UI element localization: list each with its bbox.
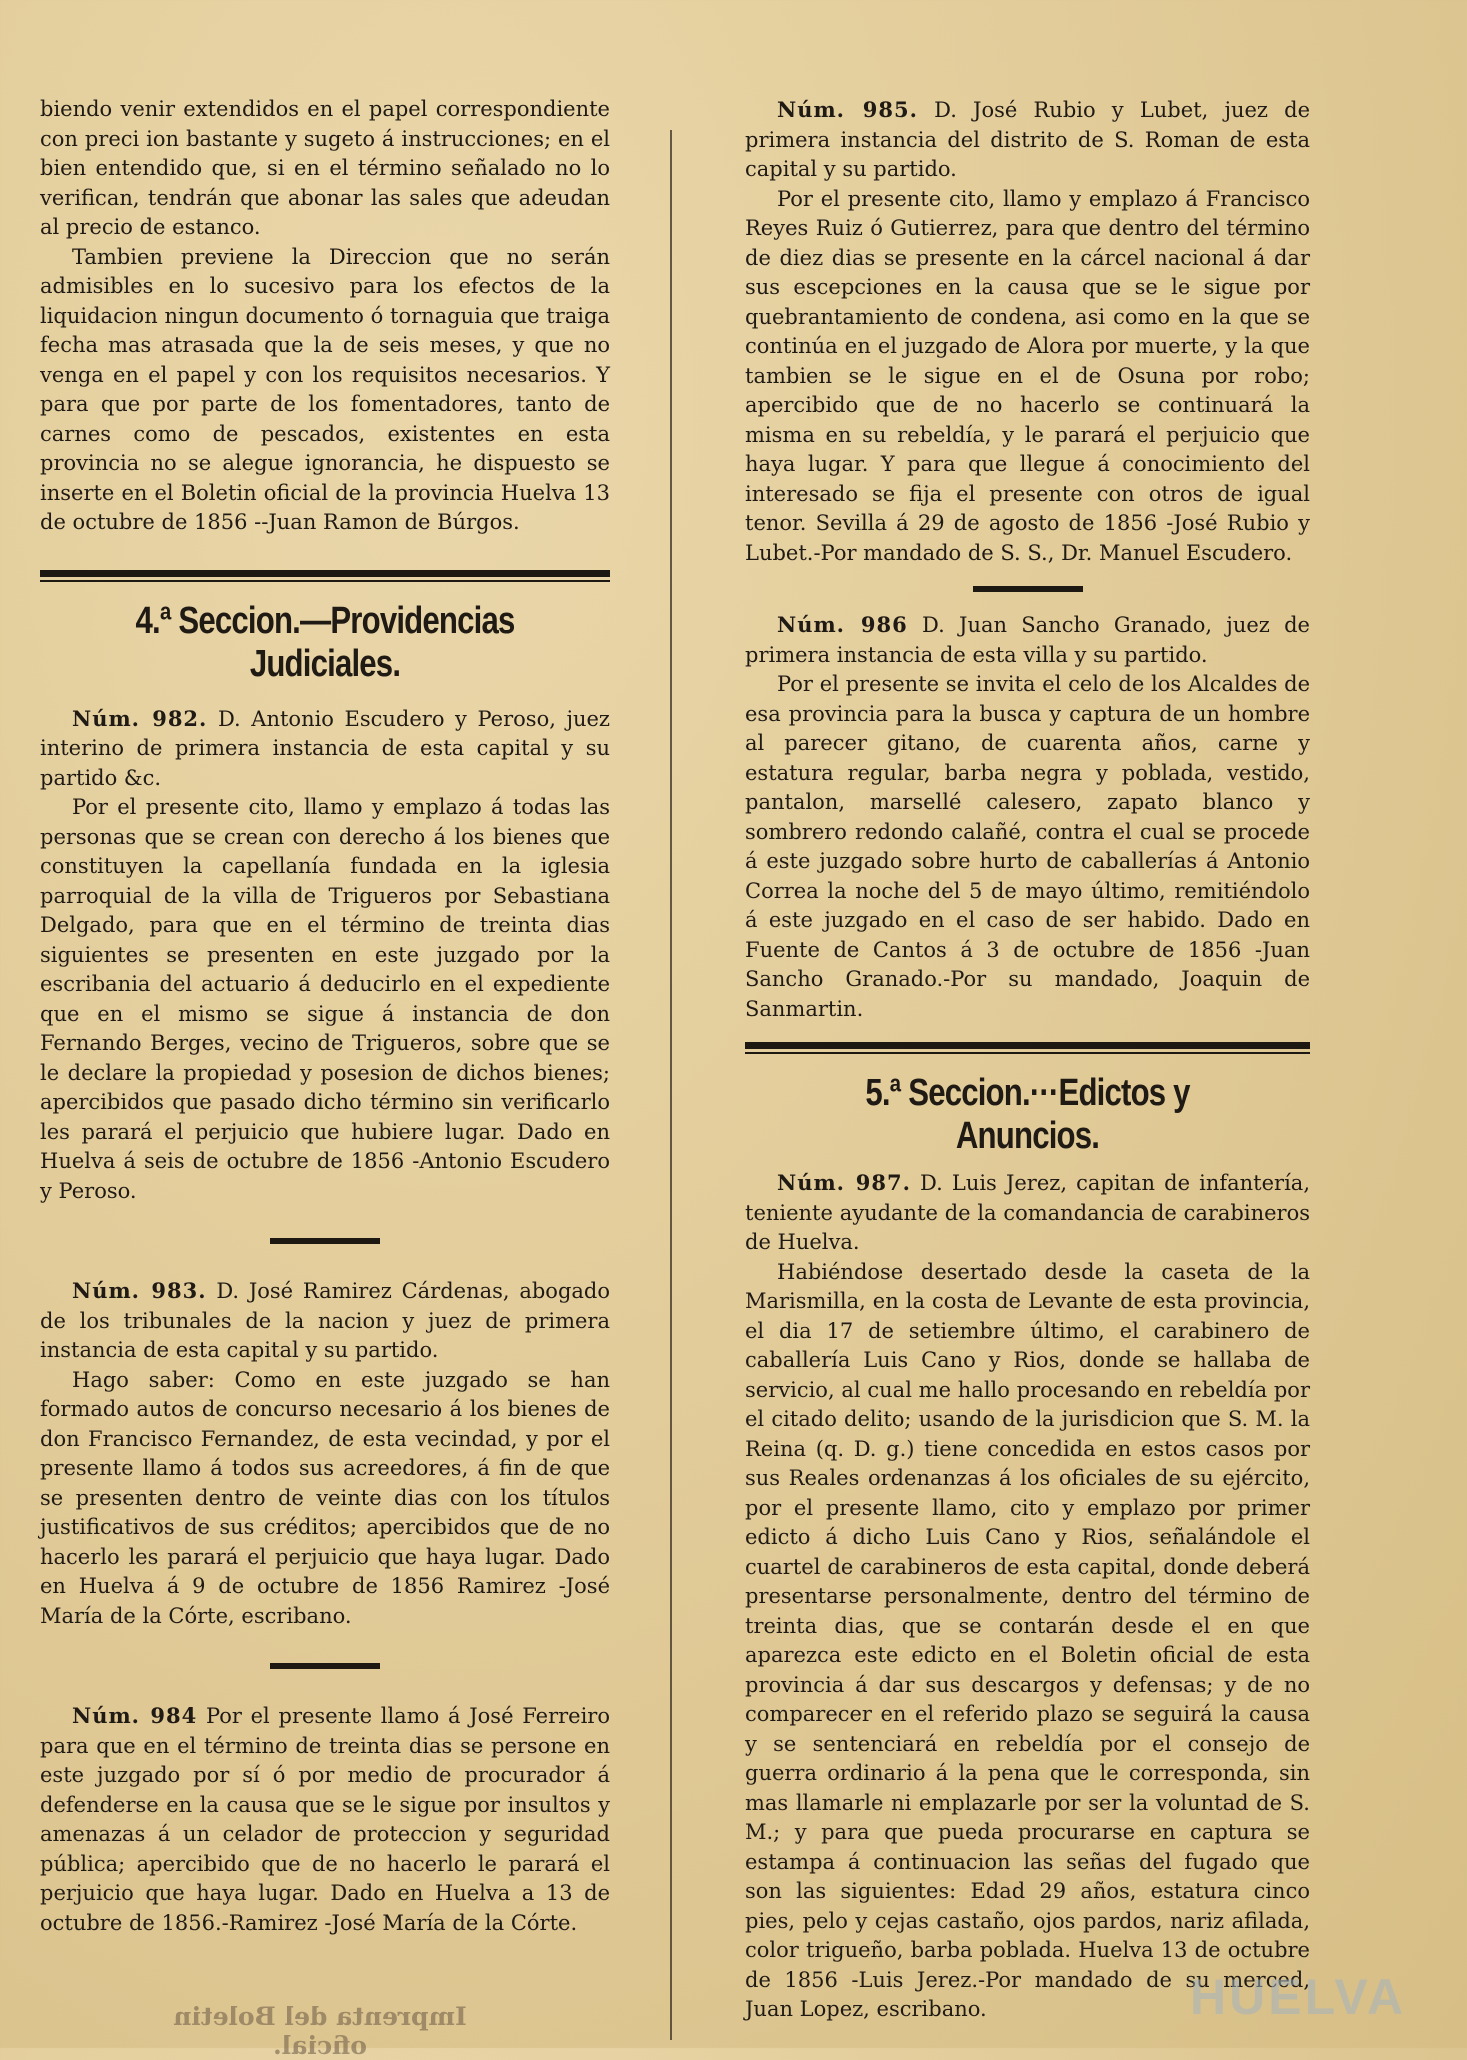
section-5-title: 5.ª Seccion.···Edictos y Anuncios.: [865, 1072, 1190, 1157]
mirrored-imprint: Imprenta del Boletin oficial.: [173, 2002, 467, 2060]
notice-982-body: Por el presente cito, llamo y emplazo á todas las personas que se crean con derecho á los bienes que constituyen la capellanía fundada en la iglesia parroquial de la villa de Trigueros por Sebastiana Delgado, para que en el término de treinta dias siguientes se presenten en este juzgado por la escribania del actuario á deducirlo en el expediente que en el mismo se sigue á instancia de don Fernando Berges, vecino de Trigueros, sobre que se le declare la propiedad y posesion de dichos bienes; apercibidos que pasado dicho término sin verificarlo les parará el perjuicio que hubiere lugar. Dado en Huelva á seis de octubre de 1856 -Antonio Escudero y Peroso.: [40, 795, 610, 1203]
notice-987-number: Núm. 987.: [777, 1170, 911, 1195]
notice-987: [745, 1168, 1310, 2025]
notice-987-body: Habiéndose desertado desde la caseta de la Marismilla, en la costa de Levante de esta provincia, el dia 17 de setiembre último, el carabinero de caballería Luis Cano y Rios, donde se hallaba de servicio, al cual me hallo procesando en rebeldía por el citado delito; usando de la jurisdicion que S. M. la Reina (q. D. g.) tiene concedida en estos casos por sus Reales ordenanzas á los oficiales de su ejército, por el presente llamo, cito y emplazo por primer edicto á dicho Luis Cano y Rios, señalándole el cuartel de carabineros de esta capital, donde deberá presentarse personalmente, dentro del término de treinta dias, que se contarán desde el en que aparezca este edicto en el Boletin oficial de esta provincia á dar sus descargos y defensas; y de no comparecer en el referido plazo se seguirá la causa y se sentenciará en rebeldía por el consejo de guerra ordinario á la pena que le corresponda, sin mas llamarle ni emplazarle por ser la voluntad de S. M.; y para que pueda procurarse en captura se estampa á continuacion las señas del fugado que son las siguientes: Edad 29 años, estatura cinco pies, pelo y cejas castaño, ojos pardos, nariz afilada, color trigueño, barba poblada. Huelva 13 de octubre de 1856 -Luis Jerez.-Por mandado de su merced, Juan Lopez, escribano.: [745, 1259, 1310, 2021]
intro-paragraph-2: Tambien previene la Direccion que no serán admisibles en lo sucesivo para los efectos de la liquidacion ningun documento ó tornaguia que traiga fecha mas atrasada que la de seis meses, y que no venga en el papel y con los requisitos necesarios. Y para que por parte de los fomentadores, tanto de carnes como de pescados, existentes en esta provincia no se alegue ignorancia, he dispuesto se inserte en el Boletin oficial de la provincia Huelva 13 de octubre de 1856 --Juan Ramon de Búrgos.: [40, 244, 610, 534]
huelva-watermark: HUELVA: [1190, 1969, 1407, 2025]
notice-983-header: D. José Ramirez Cárdenas, abogado de los tribunales de la nacion y juez de primera instancia de esta capital y su partido.: [40, 1279, 610, 1362]
notice-984: [40, 1701, 610, 1938]
right-column: [745, 95, 1310, 2025]
notice-986-number: Núm. 986: [777, 612, 908, 637]
column-divider: [670, 130, 672, 2040]
notice-983-body: Hago saber: Como en este juzgado se han formado autos de concurso necesario á los bienes de don Francisco Fernandez, de esta vecindad, y por el presente llamo á todos sus acreedores, á fin de que se presenten dentro de veinte dias con los títulos justificativos de sus créditos; apercibidos que de no hacerlo les parará el perjuicio que haya lugar. Dado en Huelva á 9 de octubre de 1856 Ramirez -José María de la Córte, escribano.: [40, 1367, 610, 1628]
notice-984-body: Por el presente llamo á José Ferreiro para que en el término de treinta dias se persone en este juzgado por sí ó por medio de procurador á defenderse en la causa que se le sigue por insultos y amenazas á un celador de proteccion y seguridad pública; apercibido que de no hacerlo le parará el perjuicio que haya lugar. Dado en Huelva a 13 de octubre de 1856.-Ramirez -José María de la Córte.: [40, 1704, 610, 1935]
notice-985-body: Por el presente cito, llamo y emplazo á Francisco Reyes Ruiz ó Gutierrez, para que dentro del término de diez dias se presente en la cárcel nacional á dar sus escepciones en la causa que se le sigue por quebrantamiento de condena, asi como en la que se continúa en el juzgado de Alora por muerte, y la que tambien se le sigue en el de Osuna por robo; apercibido que de no hacerlo se continuará la misma en su rebeldía, y le parará el perjuicio que haya lugar. Y para que llegue á conocimiento del interesado se fija el presente con otros de igual tenor. Sevilla á 29 de agosto de 1856 -José Rubio y Lubet.-Por mandado de S. S., Dr. Manuel Escudero.: [745, 186, 1310, 565]
notice-985-header: D. José Rubio y Lubet, juez de primera instancia del distrito de S. Roman de esta capital y su partido.: [745, 98, 1311, 181]
left-column: [40, 95, 610, 1938]
notice-984-number: Núm. 984: [72, 1703, 198, 1728]
notice-986-header: D. Juan Sancho Granado, juez de primera instancia de esta villa y su partido.: [745, 613, 1310, 667]
section-4-title: 4.ª Seccion.—Providencias Judiciales.: [135, 599, 515, 685]
section-divider: [745, 1042, 1310, 1054]
notice-982-number: Núm. 982.: [72, 705, 208, 731]
notice-983-number: Núm. 983.: [72, 1278, 207, 1303]
notice-982-header: D. Antonio Escudero y Peroso, juez interino de primera instancia de esta capital y su partido &c.: [40, 706, 610, 790]
notice-985-number: Núm. 985.: [777, 97, 918, 122]
notice-985: [745, 95, 1310, 568]
notice-982: [40, 704, 610, 1207]
section-divider: [40, 570, 610, 582]
intro-paragraph-1: biendo venir extendidos en el papel correspondiente con preci ion bastante y sugeto á instrucciones; en el bien entendido que, si en el término señalado no lo verifican, tendrán que abonar las sales que adeudan al precio de estanco.: [40, 97, 610, 239]
notice-983: [40, 1276, 610, 1631]
notice-986: [745, 610, 1310, 1024]
notice-986-body: Por el presente se invita el celo de los Alcaldes de esa provincia para la busca y captura de un hombre al parecer gitano, de cuarenta años, carne y estatura regular, barba negra y poblada, vestido, pantalon, marsellé calesero, zapato blanco y sombrero redondo calañé, contra el cual se procede á este juzgado sobre hurto de caballerías á Antonio Correa la noche del 5 de mayo último, remitiéndolo á este juzgado en el caso de ser habido. Dado en Fuente de Cantos á 3 de octubre de 1856 -Juan Sancho Granado.-Por su mandado, Joaquin de Sanmartin.: [745, 672, 1310, 1021]
notice-987-header: D. Luis Jerez, capitan de infantería, teniente ayudante de la comandancia de carabineros de Huelva.: [745, 1171, 1310, 1254]
